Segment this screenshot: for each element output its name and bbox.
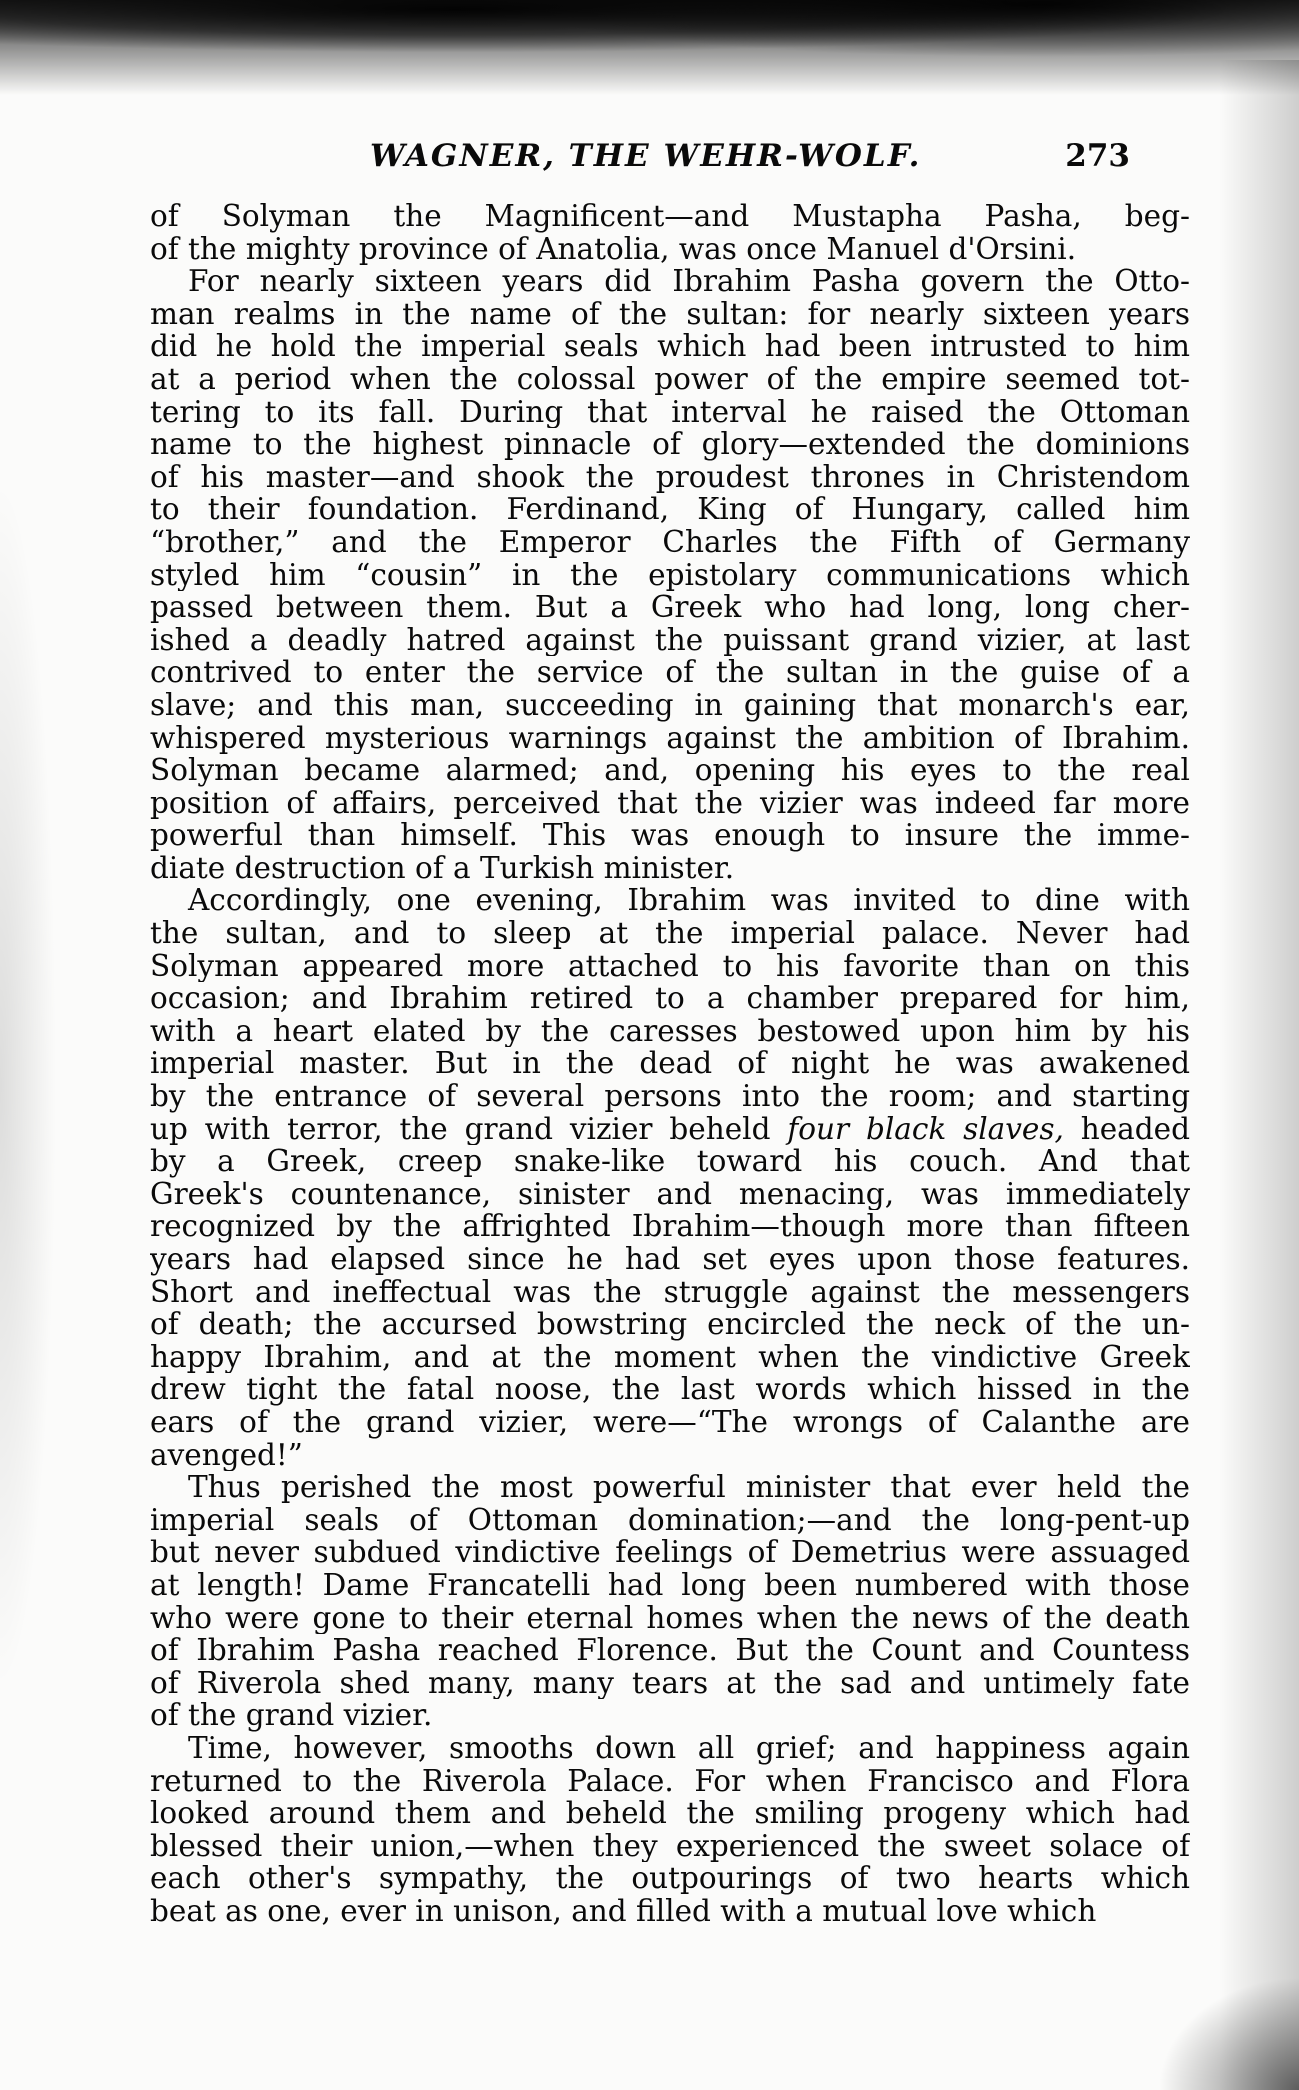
text-line: occasion; and Ibrahim retired to a chamber prepared for him, — [150, 982, 1190, 1015]
text-line: by a Greek, creep snake-like toward his couch. And that — [150, 1145, 1190, 1178]
text-line: to their foundation. Ferdinand, King of Hungary, called him — [150, 493, 1190, 526]
text-line: drew tight the fatal noose, the last words which hissed in the — [150, 1373, 1190, 1406]
text-line: avenged!” — [150, 1438, 303, 1472]
text-line: returned to the Riverola Palace. For when Francisco and Flora — [150, 1764, 1190, 1798]
text-line: of the mighty province of Anatolia, was once Manuel d'Orsini. — [150, 232, 1077, 266]
paragraph — [150, 1471, 1190, 1732]
running-head — [150, 138, 1130, 178]
text-line: happy Ibrahim, and at the moment when the vindictive Greek — [150, 1340, 1190, 1374]
paragraph — [150, 1732, 1190, 1928]
text-line: beat as one, ever in unison, and filled with a mutual love which — [150, 1894, 1097, 1928]
paragraph — [150, 200, 1190, 265]
text-line: Time, however, smooths down all grief; and happiness again — [188, 1731, 1190, 1765]
text-line: For nearly sixteen years did Ibrahim Pasha govern the Otto- — [188, 265, 1190, 298]
italic-phrase: four black slaves, — [787, 1112, 1064, 1146]
text-line: at length! Dame Francatelli had long been numbered with those — [150, 1568, 1190, 1602]
text-line: Solyman became alarmed; and, opening his eyes to the real — [150, 754, 1190, 787]
text-line: diate destruction of a Turkish minister. — [150, 851, 735, 885]
text-line: Thus perished the most powerful minister that ever held the — [188, 1471, 1190, 1504]
text-line: Solyman appeared more attached to his favorite than on this — [150, 949, 1190, 983]
text-line: slave; and this man, succeeding in gaining that monarch's ear, — [150, 688, 1190, 722]
text-line: Short and ineffectual was the struggle against the messengers — [150, 1275, 1190, 1309]
text-line: “brother,” and the Emperor Charles the Fifth of Germany — [150, 525, 1190, 559]
text-line: blessed their union,—when they experienced the sweet solace of — [150, 1829, 1190, 1863]
text-line: ears of the grand vizier, were—“The wrongs of Calanthe are — [150, 1405, 1190, 1439]
text-line: whispered mysterious warnings against the ambition of Ibrahim. — [150, 721, 1190, 755]
paragraph — [150, 265, 1190, 884]
text-line: each other's sympathy, the outpourings of two hearts which — [150, 1862, 1190, 1895]
text-line: recognized by the affrighted Ibrahim—though more than fifteen — [150, 1210, 1190, 1243]
text-line: imperial master. But in the dead of night he was awakened — [150, 1047, 1190, 1081]
text-line: styled him “cousin” in the epistolary communications which — [150, 558, 1190, 592]
paragraph — [150, 884, 1190, 1471]
text-line: Accordingly, one evening, Ibrahim was invited to dine with — [188, 884, 1190, 918]
text-line: did he hold the imperial seals which had been intrusted to him — [150, 330, 1190, 363]
text-line: but never subdued vindictive feelings of Demetrius were assuaged — [150, 1536, 1190, 1569]
scan-shadow-right — [1219, 60, 1299, 2090]
scan-shadow-left — [0, 80, 140, 2090]
scan-shadow-top — [0, 0, 1299, 95]
text-line: passed between them. But a Greek who had long, long cher- — [150, 591, 1190, 624]
text-line: years had elapsed since he had set eyes upon those features. — [150, 1243, 1190, 1276]
text-line: up with terror, the grand vizier beheld four black slaves, headed — [150, 1112, 1190, 1146]
text-line: looked around them and beheld the smiling progeny which had — [150, 1797, 1190, 1830]
text-line: of Solyman the Magnificent—and Mustapha Pasha, beg- — [150, 200, 1190, 233]
text-line: of Ibrahim Pasha reached Florence. But the Count and Countess — [150, 1634, 1190, 1667]
text-line: contrived to enter the service of the sultan in the guise of a — [150, 656, 1190, 689]
scan-shadow-bottom-right — [1099, 1930, 1299, 2090]
text-line: of the grand vizier. — [150, 1699, 433, 1732]
text-line: of his master—and shook the proudest thrones in Christendom — [150, 460, 1190, 494]
text-line: ished a deadly hatred against the puissant grand vizier, at last — [150, 623, 1190, 657]
running-title: WAGNER, THE WEHR-WOLF. — [370, 138, 922, 174]
text-line: powerful than himself. This was enough to insure the imme- — [150, 819, 1190, 852]
text-line: position of affairs, perceived that the vizier was indeed far more — [150, 786, 1190, 820]
text-line: who were gone to their eternal homes when the news of the death — [150, 1601, 1190, 1635]
text-line: with a heart elated by the caresses bestowed upon him by his — [150, 1014, 1190, 1048]
text-line: tering to its fall. During that interval he raised the Ottoman — [150, 395, 1190, 429]
text-line: of Riverola shed many, many tears at the sad and untimely fate — [150, 1666, 1190, 1700]
page-number: 273 — [1065, 138, 1130, 174]
text-line: man realms in the name of the sultan: for nearly sixteen years — [150, 297, 1190, 331]
text-line: Greek's countenance, sinister and menacing, was immediately — [150, 1177, 1190, 1211]
text-line: the sultan, and to sleep at the imperial palace. Never had — [150, 917, 1190, 950]
text-line: name to the highest pinnacle of glory—extended the dominions — [150, 428, 1190, 461]
text-line: at a period when the colossal power of the empire seemed tot- — [150, 362, 1190, 396]
body-text — [150, 200, 1190, 1927]
text-line: imperial seals of Ottoman domination;—and the long-pent-up — [150, 1503, 1190, 1537]
text-line: of death; the accursed bowstring encircled the neck of the un- — [150, 1308, 1190, 1341]
text-line: by the entrance of several persons into the room; and starting — [150, 1080, 1190, 1113]
